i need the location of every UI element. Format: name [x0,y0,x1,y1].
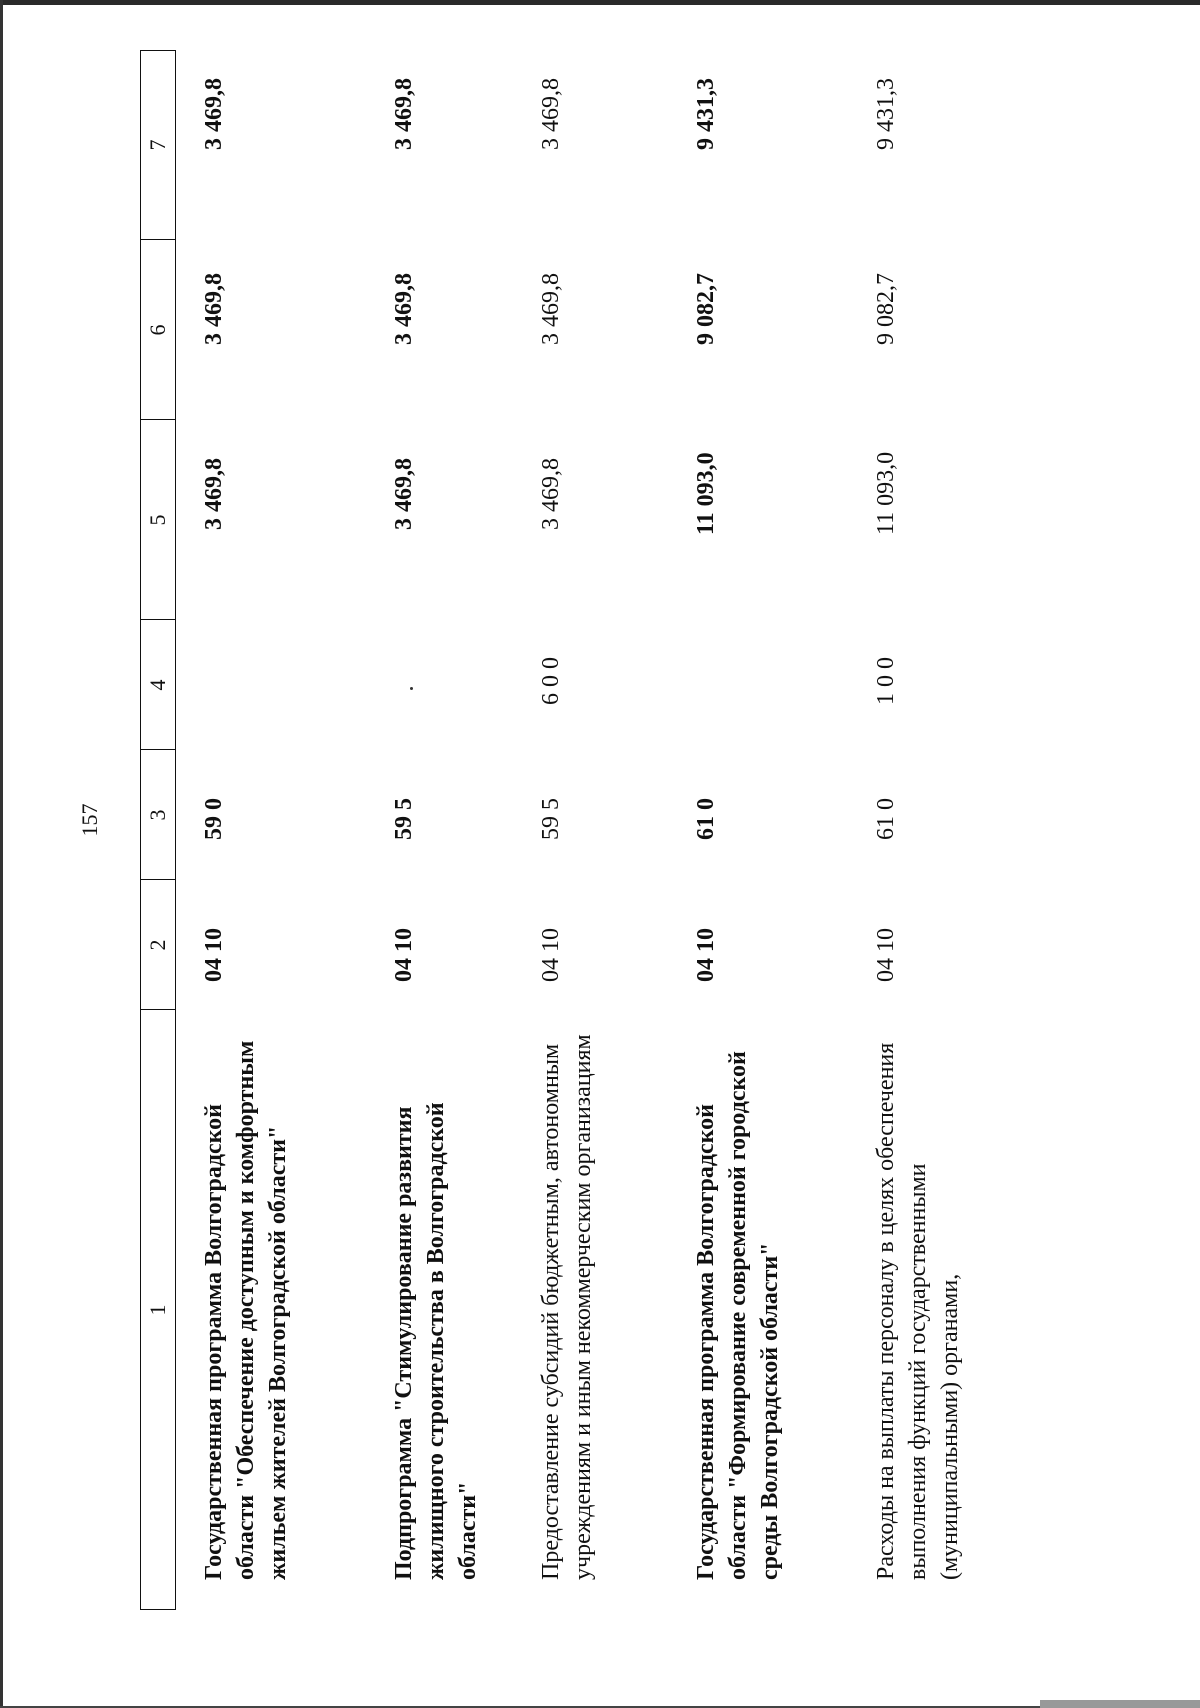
scan-speck [410,687,413,690]
row-amount-5: 11 093,0 [873,451,899,535]
row-amount-6: 3 469,8 [391,273,417,345]
row-amount-7: 3 469,8 [538,78,564,150]
column-header-4: 4 [145,679,170,691]
scan-edge-corner [1040,1700,1200,1708]
column-header-2: 2 [145,939,170,951]
row-amount-7: 9 431,3 [873,78,899,150]
column-header-3: 3 [145,809,170,821]
scan-edge-left [0,0,3,1708]
column-header-1: 1 [145,1304,170,1316]
row-name: Государственная программа Волгоградской области "Обеспечение доступным и комфортным жильем жителей Волгоградской области" [201,1040,291,1580]
budget-table [140,50,1140,1610]
row-amount-7: 3 469,8 [201,78,227,150]
row-section-code: 04 10 [538,928,564,982]
row-program-code: 61 0 [693,798,719,840]
row-expense-type: 6 0 0 [538,657,564,705]
row-amount-7: 9 431,3 [693,78,719,150]
row-name: Расходы на выплаты персоналу в целях обеспечения выполнения функций государственными (муниципальными) органами, [873,1042,963,1580]
column-header-6: 6 [145,324,170,336]
row-amount-5: 3 469,8 [538,458,564,530]
page-number: 157 [77,803,102,837]
row-amount-5: 3 469,8 [391,458,417,530]
row-amount-5: 11 093,0 [693,452,719,535]
row-amount-5: 3 469,8 [201,458,227,530]
column-header-7: 7 [145,139,170,151]
row-amount-6: 3 469,8 [538,273,564,345]
row-amount-7: 3 469,8 [391,78,417,150]
row-section-code: 04 10 [201,928,227,982]
scan-edge-top [0,0,1200,5]
row-program-code: 61 0 [873,798,899,840]
row-name: Государственная программа Волгоградской области "Формирование современной городской среды Волгоградской области" [693,1051,783,1580]
header-bottom-rule [175,50,176,1610]
row-amount-6: 9 082,7 [693,273,719,345]
column-header-5: 5 [145,514,170,526]
row-amount-6: 9 082,7 [873,273,899,345]
row-amount-6: 3 469,8 [201,273,227,345]
row-section-code: 04 10 [391,928,417,982]
row-program-code: 59 0 [201,798,227,840]
row-name: Подпрограмма "Стимулирование развития жилищного строительства в Волгоградской области" [391,1102,481,1580]
row-expense-type: 1 0 0 [873,657,899,705]
row-name: Предоставление субсидий бюджетным, автономным учреждениям и иным некоммерческим организациям [538,1034,596,1580]
row-section-code: 04 10 [873,928,899,982]
row-section-code: 04 10 [693,928,719,982]
row-program-code: 59 5 [538,798,564,840]
row-program-code: 59 5 [391,798,417,840]
